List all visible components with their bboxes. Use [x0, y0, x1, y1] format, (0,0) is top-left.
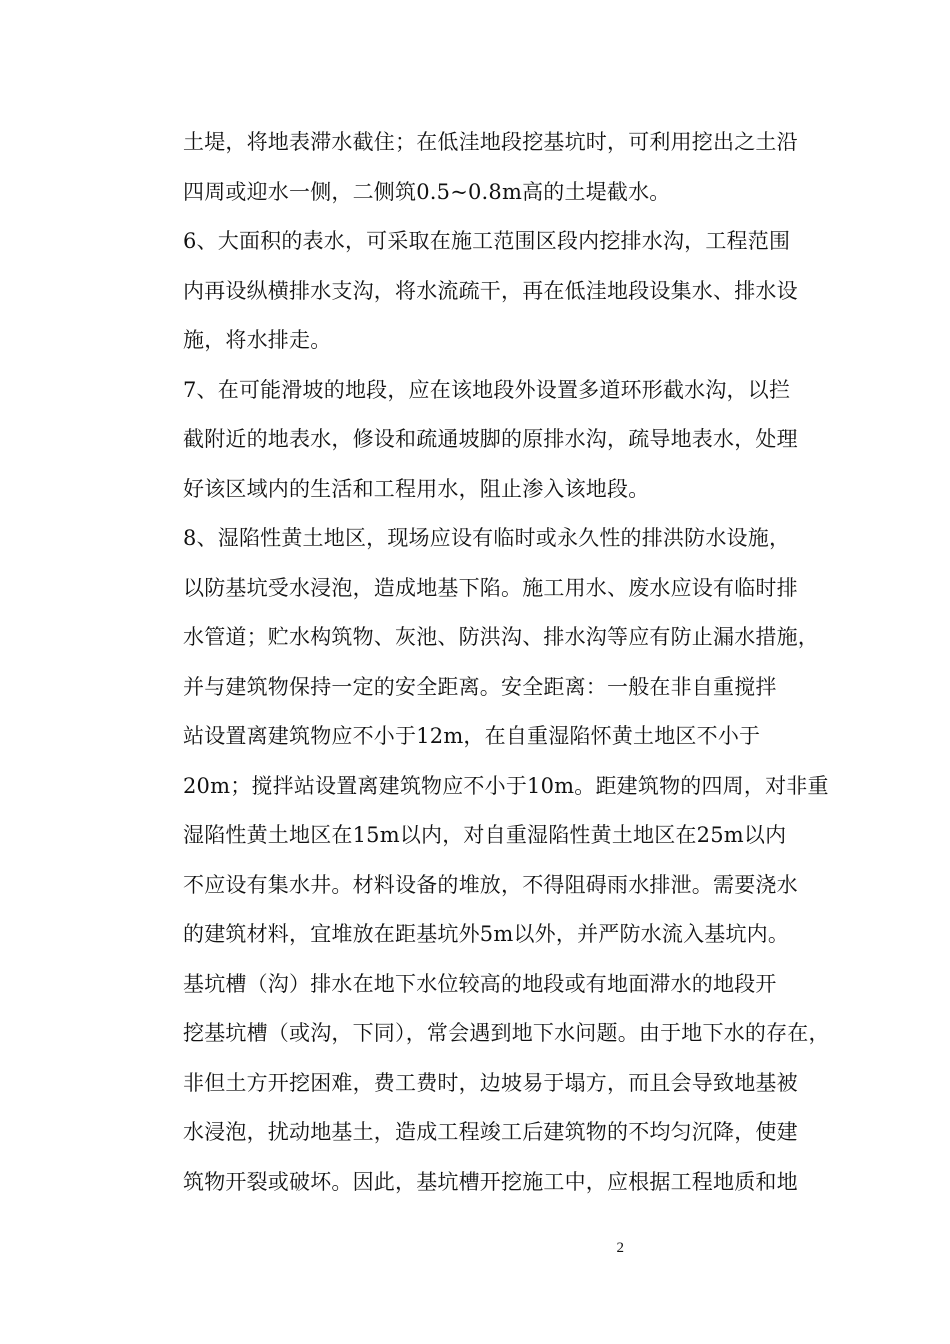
text-line: 截附近的地表水，修设和疏通坡脚的原排水沟，疏导地表水，处理: [183, 427, 798, 451]
text-line: 四周或迎水一侧，二侧筑0.5~0.8m高的土堤截水。: [183, 179, 671, 204]
text-line: 湿陷性黄土地区在15m以内，对自重湿陷性黄土地区在25m以内: [183, 823, 787, 847]
text-line: 基坑槽（沟）排水在地下水位较高的地段或有地面滞水的地段开: [183, 971, 777, 996]
text-line: 6、大面积的表水，可采取在施工范围区段内挖排水沟，工程范围: [183, 229, 791, 253]
text-line: 挖基坑槽（或沟，下同），常会遇到地下水问题。由于地下水的存在，: [183, 1021, 830, 1045]
page-number: 2: [616, 1240, 624, 1256]
text-line: 7、在可能滑坡的地段，应在该地段外设置多道环形截水沟，以拦: [183, 377, 791, 402]
text-line: 水浸泡，扰动地基土，造成工程竣工后建筑物的不均匀沉降，使建: [183, 1120, 798, 1144]
text-line: 筑物开裂或破坏。因此，基坑槽开挖施工中，应根据工程地质和地: [183, 1169, 798, 1194]
text-line: 施，将水排走。: [183, 328, 332, 352]
text-line: 20m；搅拌站设置离建筑物应不小于10m。距建筑物的四周，对非重: [183, 773, 829, 798]
text-line: 的建筑材料，宜堆放在距基坑外5m以外，并严防水流入基坑内。: [183, 922, 790, 946]
text-line: 土堤，将地表滞水截住；在低洼地段挖基坑时，可利用挖出之土沿: [183, 130, 798, 154]
text-line: 好该区域内的生活和工程用水，阻止渗入该地段。: [183, 476, 650, 501]
text-line: 内再设纵横排水支沟，将水流疏干，再在低洼地段设集水、排水设: [183, 278, 798, 303]
text-line: 站设置离建筑物应不小于12m，在自重湿陷怀黄土地区不小于: [183, 724, 761, 748]
text-line: 非但土方开挖困难，费工费时，边坡易于塌方，而且会导致地基被: [183, 1070, 798, 1095]
text-line: 8、湿陷性黄土地区，现场应设有临时或永久性的排洪防水设施，: [183, 526, 791, 550]
body-text: [183, 118, 833, 1207]
text-line: 不应设有集水井。材料设备的堆放，不得阻碍雨水排泄。需要浇水: [183, 872, 798, 897]
text-line: 并与建筑物保持一定的安全距离。安全距离：一般在非自重搅拌: [183, 674, 777, 699]
text-line: 水管道；贮水构筑物、灰池、防洪沟、排水沟等应有防止漏水措施，: [183, 625, 819, 649]
text-line: 以防基坑受水浸泡，造成地基下陷。施工用水、废水应设有临时排: [183, 575, 798, 600]
